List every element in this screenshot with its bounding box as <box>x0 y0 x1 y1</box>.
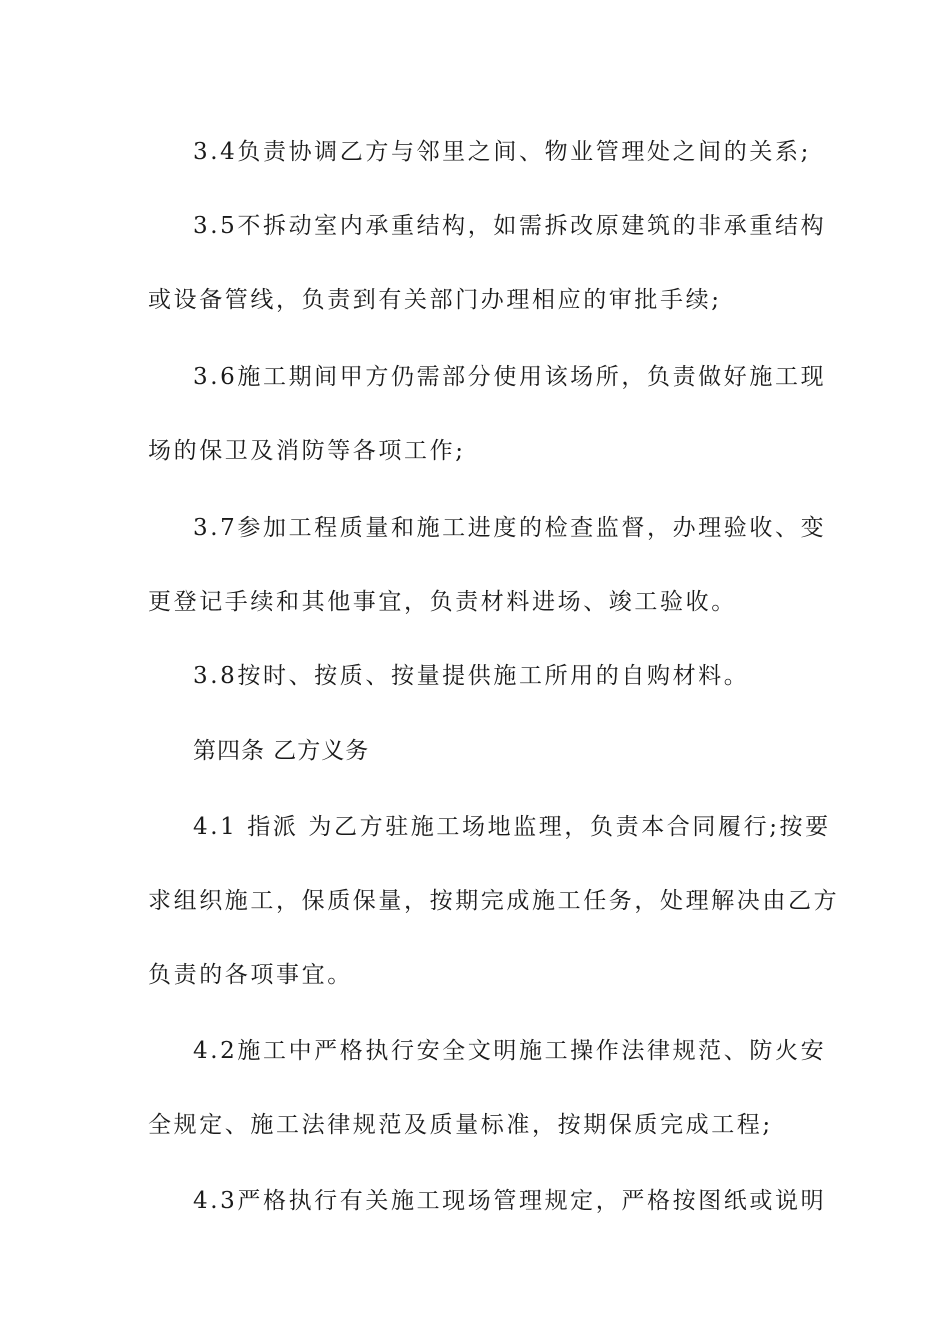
clause-3-6-line-1: 3.6施工期间甲方仍需部分使用该场所，负责做好施工现 <box>193 364 827 390</box>
clause-3-5-line-1: 3.5不拆动室内承重结构，如需拆改原建筑的非承重结构 <box>193 213 827 239</box>
clause-4-1-line-3: 负责的各项事宜。 <box>148 962 353 988</box>
clause-3-6-line-2: 场的保卫及消防等各项工作; <box>148 438 466 464</box>
clause-3-8-line: 3.8按时、按质、按量提供施工所用的自购材料。 <box>193 663 750 689</box>
clause-3-5-line-2: 或设备管线，负责到有关部门办理相应的审批手续; <box>148 287 722 313</box>
clause-4-1-line-2: 求组织施工，保质保量，按期完成施工任务，处理解决由乙方 <box>148 888 840 914</box>
clause-4-3-line-1: 4.3严格执行有关施工现场管理规定，严格按图纸或说明 <box>193 1188 827 1214</box>
clause-4-2-line-2: 全规定、施工法律规范及质量标准，按期保质完成工程; <box>148 1112 773 1138</box>
clause-3-7-line-2: 更登记手续和其他事宜，负责材料进场、竣工验收。 <box>148 589 737 615</box>
clause-4-2-line-1: 4.2施工中严格执行安全文明施工操作法律规范、防火安 <box>193 1038 827 1064</box>
article-4-heading: 第四条 乙方义务 <box>193 738 370 764</box>
clause-3-7-line-1: 3.7参加工程质量和施工进度的检查监督，办理验收、变 <box>193 515 827 541</box>
clause-3-4-line: 3.4负责协调乙方与邻里之间、物业管理处之间的关系; <box>193 139 811 165</box>
clause-4-1-line-1: 4.1 指派 为乙方驻施工场地监理，负责本合同履行;按要 <box>193 814 831 840</box>
